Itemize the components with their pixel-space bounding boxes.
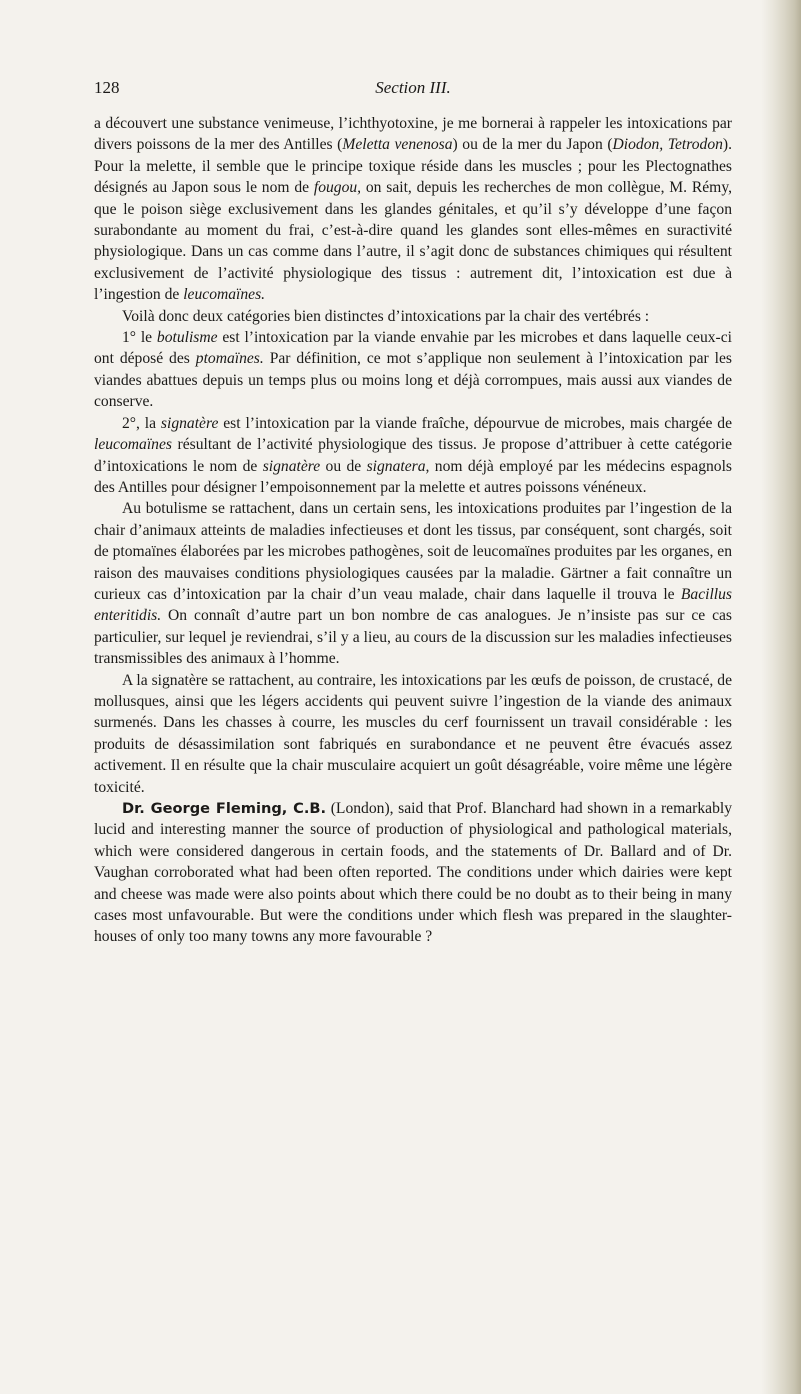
paragraph-3: 1° le botulisme est l’intoxication par la viande envahie par les microbes et dans laquelle ceux-ci ont déposé des ptomaïnes. Par définition, ce mot s’applique non seulement à l’intoxication par les viandes abattues depuis un temps plus ou moins long et déjà corrompues, mais aussi aux viandes de conserve. xyxy=(94,329,733,411)
speaker-name: Dr. George Fleming, C.B. xyxy=(122,800,327,817)
paragraph-6: A la signatère se rattachent, au contraire, les intoxications par les œufs de poisson, de crustacé, de mollusques, ainsi que les légers accidents qui peuvent suivre l’ingestion de la viande des animaux surmenés. Dans les chasses à courre, les muscles du cerf fournissent un travail considérable : les produits de désassimilation sont fabriqués en surabondance et ne peuvent être évacués assez activement. Il en résulte que la chair musculaire acquiert un goût désagréable, voire même une légère toxicité. xyxy=(94,671,732,796)
body-text xyxy=(94,113,732,948)
book-spine-shadow xyxy=(761,0,801,1394)
paragraph-1: a découvert une substance venimeuse, l’ichthyotoxine, je me bornerai à rappeler les intoxications par divers poissons de la mer des Antilles (Meletta venenosa) ou de la mer du Japon (Diodon, Tetrodon). Pour la melette, il semble que le principe toxique réside dans les muscles ; pour les Plectognathes désignés au Japon sous le nom de fougou, on sait, depuis les recherches de mon collègue, M. Rémy, que le poison siège exclusivement dans les glandes génitales, et qu’il s’y développe d’une façon surabondante au moment du frai, c’est-à-dire quand les glandes sont elles-mêmes en suractivité physiologique. Dans un cas comme dans l’autre, il s’agit donc de substances chimiques qui résultent exclusivement de l’activité physiologique des tissus : autrement dit, l’intoxication est due à l’ingestion de leucomaïnes. xyxy=(94,115,733,304)
page-header xyxy=(94,78,732,100)
paragraph-7: Dr. George Fleming, C.B. (London), said that Prof. Blanchard had shown in a remarkably lucid and interesting manner the source of production of physiological and pathological materials, which were considered dangerous in certain foods, and the statements of Dr. Ballard and of Dr. Vaughan corroborated what had been often reported. The conditions under which dairies were kept and cheese was made were also points about which there could be no doubt as to their being in many cases most unfavourable. But were the conditions under which flesh was prepared in the slaughter-houses of only too many towns any more favourable ? xyxy=(94,800,732,946)
page-number: 128 xyxy=(94,78,120,97)
running-title: Section III. xyxy=(375,78,451,97)
paragraph-2: Voilà donc deux catégories bien distinctes d’intoxications par la chair des vertébrés : xyxy=(122,307,650,325)
paragraph-5: Au botulisme se rattachent, dans un certain sens, les intoxications produites par l’ingestion de la chair d’animaux atteints de maladies infectieuses et dont les tissus, par conséquent, sont chargés, soit de ptomaïnes élaborées par les microbes pathogènes, soit de leucomaïnes produites par les organes, en raison des mauvaises conditions physiologiques causées par la maladie. Gärtner a fait connaître un curieux cas d’intoxication par la chair d’un veau malade, chair dans laquelle il trouva le Bacillus enteritidis. On connaît d’autre part un bon nombre de cas analogues. Je n’insiste pas sur ce cas particulier, sur lequel je reviendrai, s’il y a lieu, au cours de la discussion sur les maladies infectieuses transmissibles des animaux à l’homme. xyxy=(94,500,732,668)
paragraph-4: 2°, la signatère est l’intoxication par la viande fraîche, dépourvue de microbes, mais chargée de leucomaïnes résultant de l’activité physiologique des tissus. Je propose d’attribuer à cette catégorie d’intoxications le nom de signatère ou de signatera, nom déjà employé par les médecins espagnols des Antilles pour désigner l’empoisonnement par la melette et autres poissons vénéneux. xyxy=(94,414,732,496)
